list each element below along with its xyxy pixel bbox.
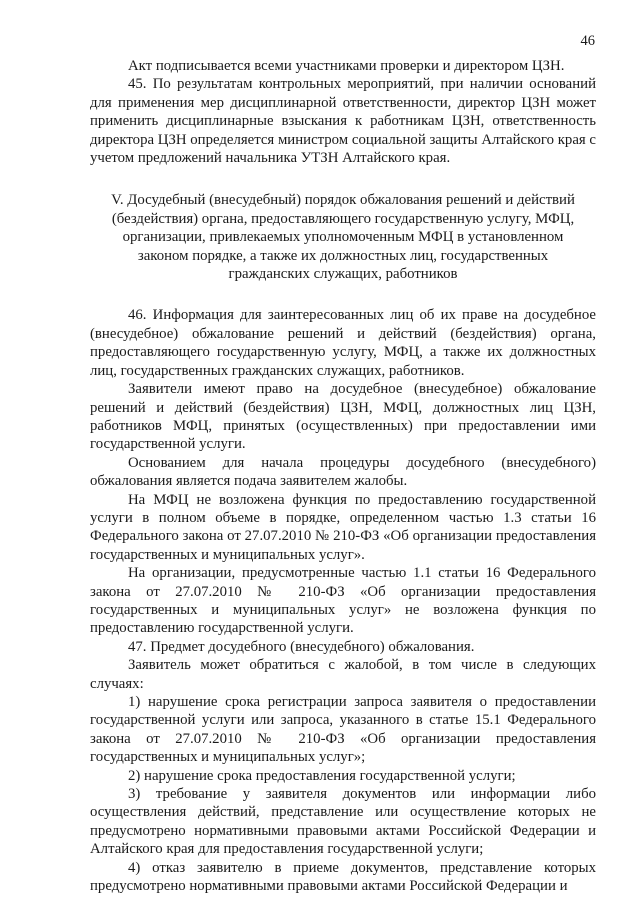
paragraph-applicants-right: Заявители имеют право на досудебное (внесудебное) обжалование решений и действий (бездействия) ЦЗН, МФЦ, должностных лиц ЦЗН, работников МФЦ, принятых (осуществленных) при предоставлении ими государственной услуги. (90, 381, 596, 453)
list-item-2: 2) нарушение срока предоставления государственной услуги; (128, 767, 516, 784)
list-item-4: 4) отказ заявителю в приеме документов, представление которых предусмотрено нормативными правовыми актами Российской Федерации и (90, 859, 596, 895)
list-item-1: 1) нарушение срока регистрации запроса заявителя о предоставлении государственной услуги или запроса, указанного в статье 15.1 Федерального закона от 27.07.2010 № 210-ФЗ «Об организации предоставления государственных и муниципальных услуг»; (90, 694, 596, 766)
document-body (90, 57, 596, 895)
paragraph-47: 47. Предмет досудебного (внесудебного) обжалования. (128, 638, 475, 655)
paragraph-grounds: Основанием для начала процедуры досудебного (внесудебного) обжалования является подача заявителем жалобы. (90, 454, 596, 490)
paragraph-organizations: На организации, предусмотренные частью 1.1 статьи 16 Федерального закона от 27.07.2010 № 210-ФЗ «Об организации предоставления государственных и муниципальных услуг» не возложена функция по предоставлению государственной услуги. (90, 565, 596, 637)
paragraph-mfc-function: На МФЦ не возложена функция по предоставлению государственной услуги в полном объеме в порядке, определенном частью 1.3 статьи 16 Федерального закона от 27.07.2010 № 210-ФЗ «Об организации предоставления государственных и муниципальных услуг». (90, 491, 596, 563)
paragraph-45: 45. По результатам контрольных мероприятий, при наличии оснований для применения мер дисциплинарной ответственности, директор ЦЗН может применить дисциплинарные взыскания к работникам ЦЗН, ответственность директора ЦЗН определяется министром социальной защиты Алтайского края с учетом предложений начальника УТЗН Алтайского края. (90, 76, 596, 167)
paragraph-complaint-cases: Заявитель может обратиться с жалобой, в том числе в следующих случаях: (90, 657, 596, 692)
paragraph-46: 46. Информация для заинтересованных лиц об их праве на досудебное (внесудебное) обжалование решений и действий (бездействия) органа, предоставляющего государственную услугу, МФЦ, а также их должностных лиц, государственных гражданских служащих, работников. (90, 307, 596, 379)
page-number: 46 (580, 33, 595, 49)
section-heading-v: V. Досудебный (внесудебный) порядок обжалования решений и действий (бездействия) органа, предоставляющего государственную услугу, МФЦ, организации, привлекаемых уполномоченным МФЦ в установленном законом порядке, а также их должностных лиц, государственных гражданских служащих, работников (111, 192, 575, 283)
list-item-3: 3) требование у заявителя документов или информации либо осуществления действий, представление или осуществление которых не предусмотрено нормативными правовыми актами Российской Федерации и Алтайского края для предоставления государственной услуги; (90, 786, 596, 858)
paragraph-act-signed: Акт подписывается всеми участниками проверки и директором ЦЗН. (128, 58, 565, 74)
